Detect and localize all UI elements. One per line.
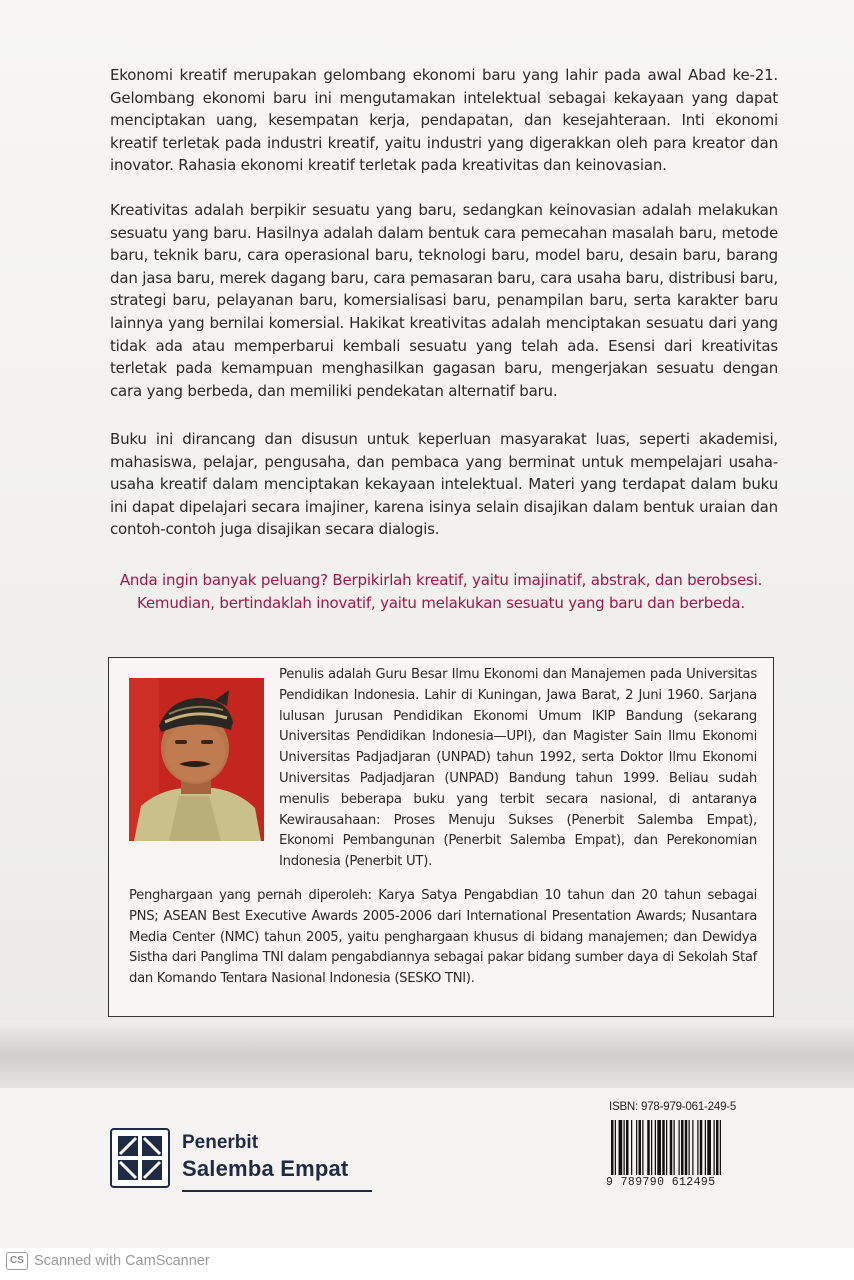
publisher-logo-icon (110, 1128, 170, 1188)
barcode-bar (689, 1120, 690, 1175)
publisher-underline (182, 1190, 372, 1192)
barcode-bar (626, 1120, 629, 1175)
barcode-bar (639, 1120, 642, 1175)
barcode-bar (624, 1120, 625, 1175)
barcode-bar (666, 1120, 667, 1175)
camscanner-logo-icon: CS (6, 1252, 28, 1270)
barcode-bar (619, 1120, 623, 1175)
barcode-bar (679, 1120, 680, 1175)
barcode-bar (670, 1120, 673, 1175)
barcode-bar (615, 1120, 616, 1175)
barcode-bar (636, 1120, 637, 1175)
barcode-bar (631, 1120, 632, 1175)
isbn-barcode (609, 1120, 763, 1175)
barcode-bar (716, 1120, 719, 1175)
publisher-name: Salemba Empat (182, 1156, 349, 1181)
barcode-bar (655, 1120, 656, 1175)
barcode-bar (685, 1120, 688, 1175)
author-bio-text: Penulis adalah Guru Besar Ilmu Ekonomi dan Manajemen pada Universitas Pendidikan Indonesia. Lahir di Kuningan, Jawa Barat, 2 Juni 1960. Sarjana lulusan Jurusan Pendidikan Ekonomi Umum IKIP Bandung (sekarang Universitas Pendidikan Indonesia—UPI), dan Magister Sain Ilmu Ekonomi Universitas Padjadjaran (UNPAD) tahun 1992, serta Doktor Ilmu Ekonomi Universitas Padjadjaran (UNPAD) Bandung tahun 1999. Beliau sudah menulis beberapa buku yang terbit secara nasional, di antaranya Kewirausahaan: Proses Menuju Sukses (Penerbit Salemba Empat), Ekonomi Pembangunan (Penerbit Salemba Empat), dan Perekonomian Indonesia (Penerbit UT). (279, 667, 757, 870)
barcode-bar (720, 1120, 721, 1175)
barcode-bar (697, 1120, 698, 1175)
author-awards-text: Penghargaan yang pernah diperoleh: Karya Satya Pengabdian 10 tahun dan 20 tahun sebagai PNS; ASEAN Best Executive Awards 2005-2006 dari International Presentation Awards; Nusantara Media Center (NMC) tahun 2005, yaitu penghargaan khusus di bidang manajemen; dan Dewidya Sistha dari Panglima TNI dalam pengabdiannya sebagai pakar bidang sumber daya di Sekolah Staf dan Komando Tentara Nasional Indonesia (SESKO TNI). (129, 888, 757, 987)
isbn-label: ISBN: 978-979-061-249-5 (609, 1101, 737, 1113)
author-photo (129, 678, 264, 841)
barcode-bar (714, 1120, 715, 1175)
author-bio-box (108, 657, 774, 1017)
barcode-digits: 9 789790 612495 (606, 1176, 716, 1189)
barcode-bar (700, 1120, 703, 1175)
barcode-bar (681, 1120, 684, 1175)
barcode-bar (642, 1120, 643, 1175)
barcode-bar (657, 1120, 661, 1175)
barcode-bar (674, 1120, 675, 1175)
scanner-watermark: Scanned with CamScanner (34, 1253, 210, 1269)
publisher-label: Penerbit (182, 1132, 259, 1153)
blurb-paragraph-3: Buku ini dirancang dan disusun untuk keperluan masyarakat luas, seperti akademisi, mahasiswa, pelajar, pengusaha, dan pembaca yang berminat untuk mempelajari usaha-usaha kreatif dalam menciptakan kekayaan intelektual. Materi yang terdapat dalam buku ini dapat dipelajari secara imajiner, karena isinya selain disajikan dalam bentuk uraian dan contoh-contoh juga disajikan secara dialogis. (110, 430, 778, 539)
barcode-bar (662, 1120, 665, 1175)
barcode-bar (651, 1120, 652, 1175)
cover-shadow-band (0, 1020, 854, 1090)
highlight-quote (96, 569, 786, 615)
blurb-paragraph-2: Kreativitas adalah berpikir sesuatu yang baru, sedangkan keinovasian adalah melakukan sesuatu yang baru. Hasilnya adalah dalam bentuk cara pemecahan masalah baru, metode baru, teknik baru, cara operasional baru, teknologi baru, model baru, desain baru, barang dan jasa baru, merek dagang baru, cara pemasaran baru, cara usaha baru, distribusi baru, strategi baru, pelayanan baru, komersialisasi baru, penampilan baru, serta karakter baru lainnya yang bernilai komersial. Hakikat kreativitas adalah menciptakan sesuatu dari yang tidak ada atau memperbarui kembali sesuatu yang telah ada. Esensi dari kreativitas terletak pada kemampuan menghasilkan gagasan baru, mengerjakan sesuatu dengan cara yang berbeda, dan memiliki pendekatan alternatif baru. (110, 201, 778, 400)
barcode-bar (707, 1120, 711, 1175)
author-portrait-icon (129, 678, 264, 841)
barcode-bar (647, 1120, 650, 1175)
barcode-bar (611, 1120, 614, 1175)
quote-line-1: Anda ingin banyak peluang? Berpikirlah kreatif, yaitu imajinatif, abstrak, dan berobsesi. (119, 571, 763, 589)
publisher-logo (110, 1128, 380, 1198)
blurb-paragraph-1: Ekonomi kreatif merupakan gelombang ekonomi baru yang lahir pada awal Abad ke-21. Gelombang ekonomi baru ini mengutamakan intelektual sebagai kekayaan yang dapat menciptakan uang, kesempatan kerja, pendapatan, dan kesejahteraan. Inti ekonomi kreatif terletak pada industri kreatif, yaitu industri yang digerakkan oleh para kreator dan inovator. Rahasia ekonomi kreatif terletak pada kreativitas dan keinovasian. (110, 66, 778, 175)
quote-line-2: Kemudian, bertindaklah inovatif, yaitu melakukan sesuatu yang baru dan berbeda. (137, 594, 745, 612)
barcode-bar (692, 1120, 693, 1175)
barcode-bar (705, 1120, 706, 1175)
